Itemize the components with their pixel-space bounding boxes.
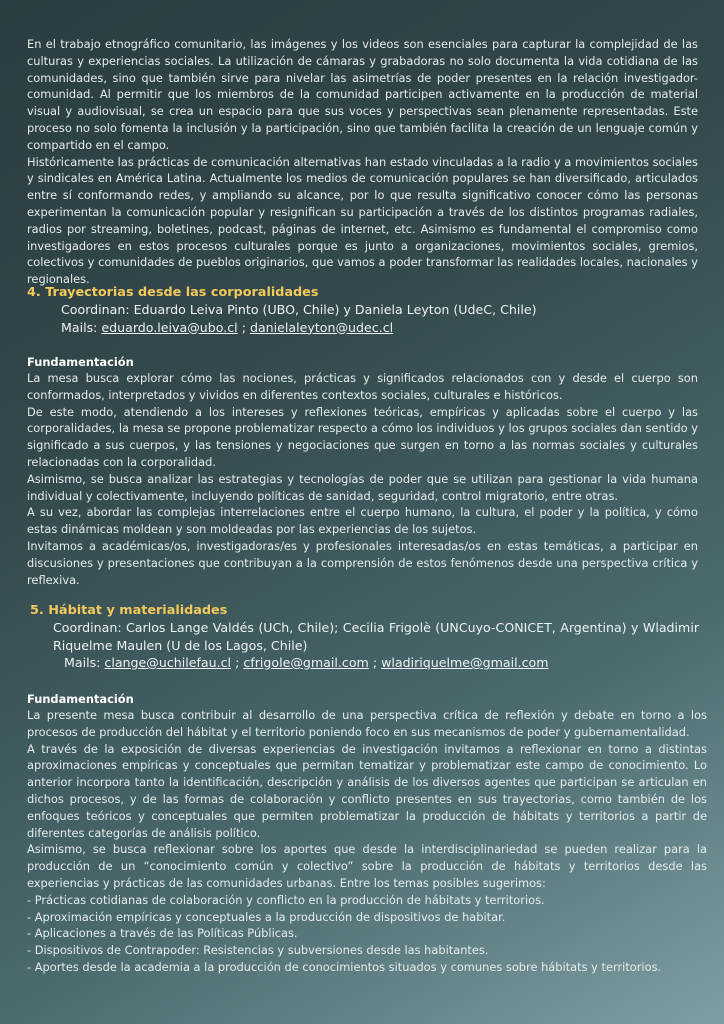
section-5-header xyxy=(27,602,707,672)
section-4-header xyxy=(27,284,698,336)
section-4-coordinators: Coordinan: Eduardo Leiva Pinto (UBO, Chile) y Daniela Leyton (UdeC, Chile) xyxy=(61,302,537,317)
mails-label: Mails: xyxy=(64,655,101,670)
section-5-mails xyxy=(27,654,707,672)
section-4-paragraph-2: De este modo, atendiendo a los intereses y reflexiones teóricas, empíricas y aplicadas sobre el cuerpo y las corporalidades, la mesa se propone problematizar respecto a cómo los individuos y los grupos sociales dan sentido y significado a sus cuerpos, y las tensiones y negociaciones que surgen en torno a las normas sociales y culturales relacionadas con la corporalidad. xyxy=(27,404,698,469)
mail-link-clange[interactable]: clange@uchilefau.cl xyxy=(104,655,232,670)
mail-link-wladiriquelme[interactable]: wladiriquelme@gmail.com xyxy=(381,655,549,670)
section-5-fund-title: Fundamentación xyxy=(27,692,134,706)
section-4-paragraph-1: La mesa busca explorar cómo las nociones, prácticas y significados relacionados con y desde el cuerpo son conformados, interpretados y vividos en diferentes contextos sociales, culturales e históricos. xyxy=(27,371,698,402)
section-4-paragraph-5: Invitamos a académicas/os, investigadoras/es y profesionales interesadas/os en estas temáticas, a participar en discusiones y presentaciones que contribuyan a la comprensión de estos fenómenos desde una perspectiva crítica y reflexiva. xyxy=(27,538,698,587)
section-4-mails xyxy=(27,319,698,337)
section-5-topics-list xyxy=(27,892,707,976)
mail-separator: ; xyxy=(235,655,240,670)
section-5-title: 5. Hábitat y materialidades xyxy=(30,603,228,618)
section-4-paragraph-3: Asimismo, se busca analizar las estrategias y tecnologías de poder que se utilizan para gestionar la vida humana individual y colectivamente, incluyendo políticas de sanidad, seguridad, control migratorio, entre otras. xyxy=(27,471,698,503)
mails-label: Mails: xyxy=(61,319,98,335)
mail-separator: ; xyxy=(372,655,378,670)
section-5-fundamentacion xyxy=(27,691,707,976)
list-item: - Prácticas cotidianas de colaboración y conflicto en la producción de hábitats y territorios. xyxy=(27,892,545,907)
mail-link-eduardo[interactable]: eduardo.leiva@ubo.cl xyxy=(101,319,238,335)
intro-paragraph-1: En el trabajo etnográfico comunitario, las imágenes y los videos son esenciales para capturar la complejidad de las culturas y experiencias sociales. La utilización de cámaras y grabadoras no solo documenta la vida cotidiana de las comunidades, sino que también sirve para nivelar las asimetrías de poder presentes en la relación investigador-comunidad. Al permitir que los miembros de la comunidad participen activamente en la producción de material visual y audiovisual, se crea un espacio para que sus voces y perspectivas sean plenamente representadas. Este proceso no solo fomenta la inclusión y la participación, sino que también facilita la creación de un lenguaje común y compartido en el campo. xyxy=(27,37,698,152)
list-item: - Aplicaciones a través de las Políticas Públicas. xyxy=(27,926,298,941)
section-4-fund-title: Fundamentación xyxy=(27,355,134,369)
intro-block xyxy=(27,36,698,288)
section-5-paragraph-1: La presente mesa busca contribuir al desarrollo de una perspectiva crítica de reflexión y debate en torno a los procesos de producción del hábitat y el territorio poniendo foco en sus mecanismos de poder y gubernamentalidad. xyxy=(27,708,707,739)
list-item: - Dispositivos de Contrapoder: Resistencias y subversiones desde las habitantes. xyxy=(27,943,489,958)
section-5-coordinators-text: Coordinan: Carlos Lange Valdés (UCh, Chile); Cecilia Frigolè (UNCuyo-CONICET, Argentina) y Wladimir Riquelme Maulen (U de los Lagos, Chile) xyxy=(53,620,699,653)
section-5-paragraph-3: Asimismo, se busca reflexionar sobre los aportes que desde la interdisciplinariedad se pueden realizar para la producción de un “conocimiento común y colectivo” sobre la producción de hábitats y territorios desde las experiencias y prácticas de las comunidades urbanas. Entre los temas posibles sugerimos: xyxy=(27,842,707,890)
section-5-coordinators xyxy=(27,619,707,654)
list-item: - Aproximación empíricas y conceptuales a la producción de dispositivos de habitar. xyxy=(27,909,506,924)
section-4-fundamentacion xyxy=(27,354,698,588)
mail-separator: ; xyxy=(241,319,246,335)
section-5-paragraph-2: A través de la exposición de diversas experiencias de investigación invitamos a reflexionar en torno a distintas aproximaciones empíricas y conceptuales que permitan tematizar y problematizar este campo de conocimiento. Lo anterior incorpora tanto la identificación, descripción y análisis de los diversos agentes que participan se articulan en dichos procesos, y de las formas de colaboración y conflicto presentes en sus trayectorias, como también de los enfoques teóricos y conceptuales que permiten problematizar la producción de hábitats y territorios a partir de diferentes categorías de análisis político. xyxy=(27,741,707,840)
section-4-title: 4. Trayectorias desde las corporalidades xyxy=(27,285,319,300)
mail-link-daniela[interactable]: danielaleyton@udec.cl xyxy=(249,319,394,335)
list-item: - Aportes desde la academia a la producción de conocimientos situados y comunes sobre hábitats y territorios. xyxy=(27,959,662,974)
section-4-paragraph-4: A su vez, abordar las complejas interrelaciones entre el cuerpo humano, la cultura, el poder y la política, y cómo estas dinámicas moldean y son moldeadas por las experiencias de los sujetos. xyxy=(27,505,698,537)
mail-link-cfrigole[interactable]: cfrigole@gmail.com xyxy=(243,655,369,670)
intro-paragraph-2: Históricamente las prácticas de comunicación alternativas han estado vinculadas a la radio y a movimientos sociales y sindicales en América Latina. Actualmente los medios de comunicación populares se han diversificado, articulados entre sí conformando redes, y ampliando su alcance, por lo que resulta significativo conocer cómo las personas experimentan la comunicación popular y resignifican su participación a través de los distintos programas radiales, radios por streaming, boletines, podcast, páginas de internet, etc. Asimismo es fundamental el compromiso como investigadores en estos procesos culturales porque es junto a organizaciones, movimientos sociales, gremios, colectivos y comunidades de pueblos originarios, que vamos a poder transformar las realidades locales, nacionales y regionales. xyxy=(27,154,698,287)
